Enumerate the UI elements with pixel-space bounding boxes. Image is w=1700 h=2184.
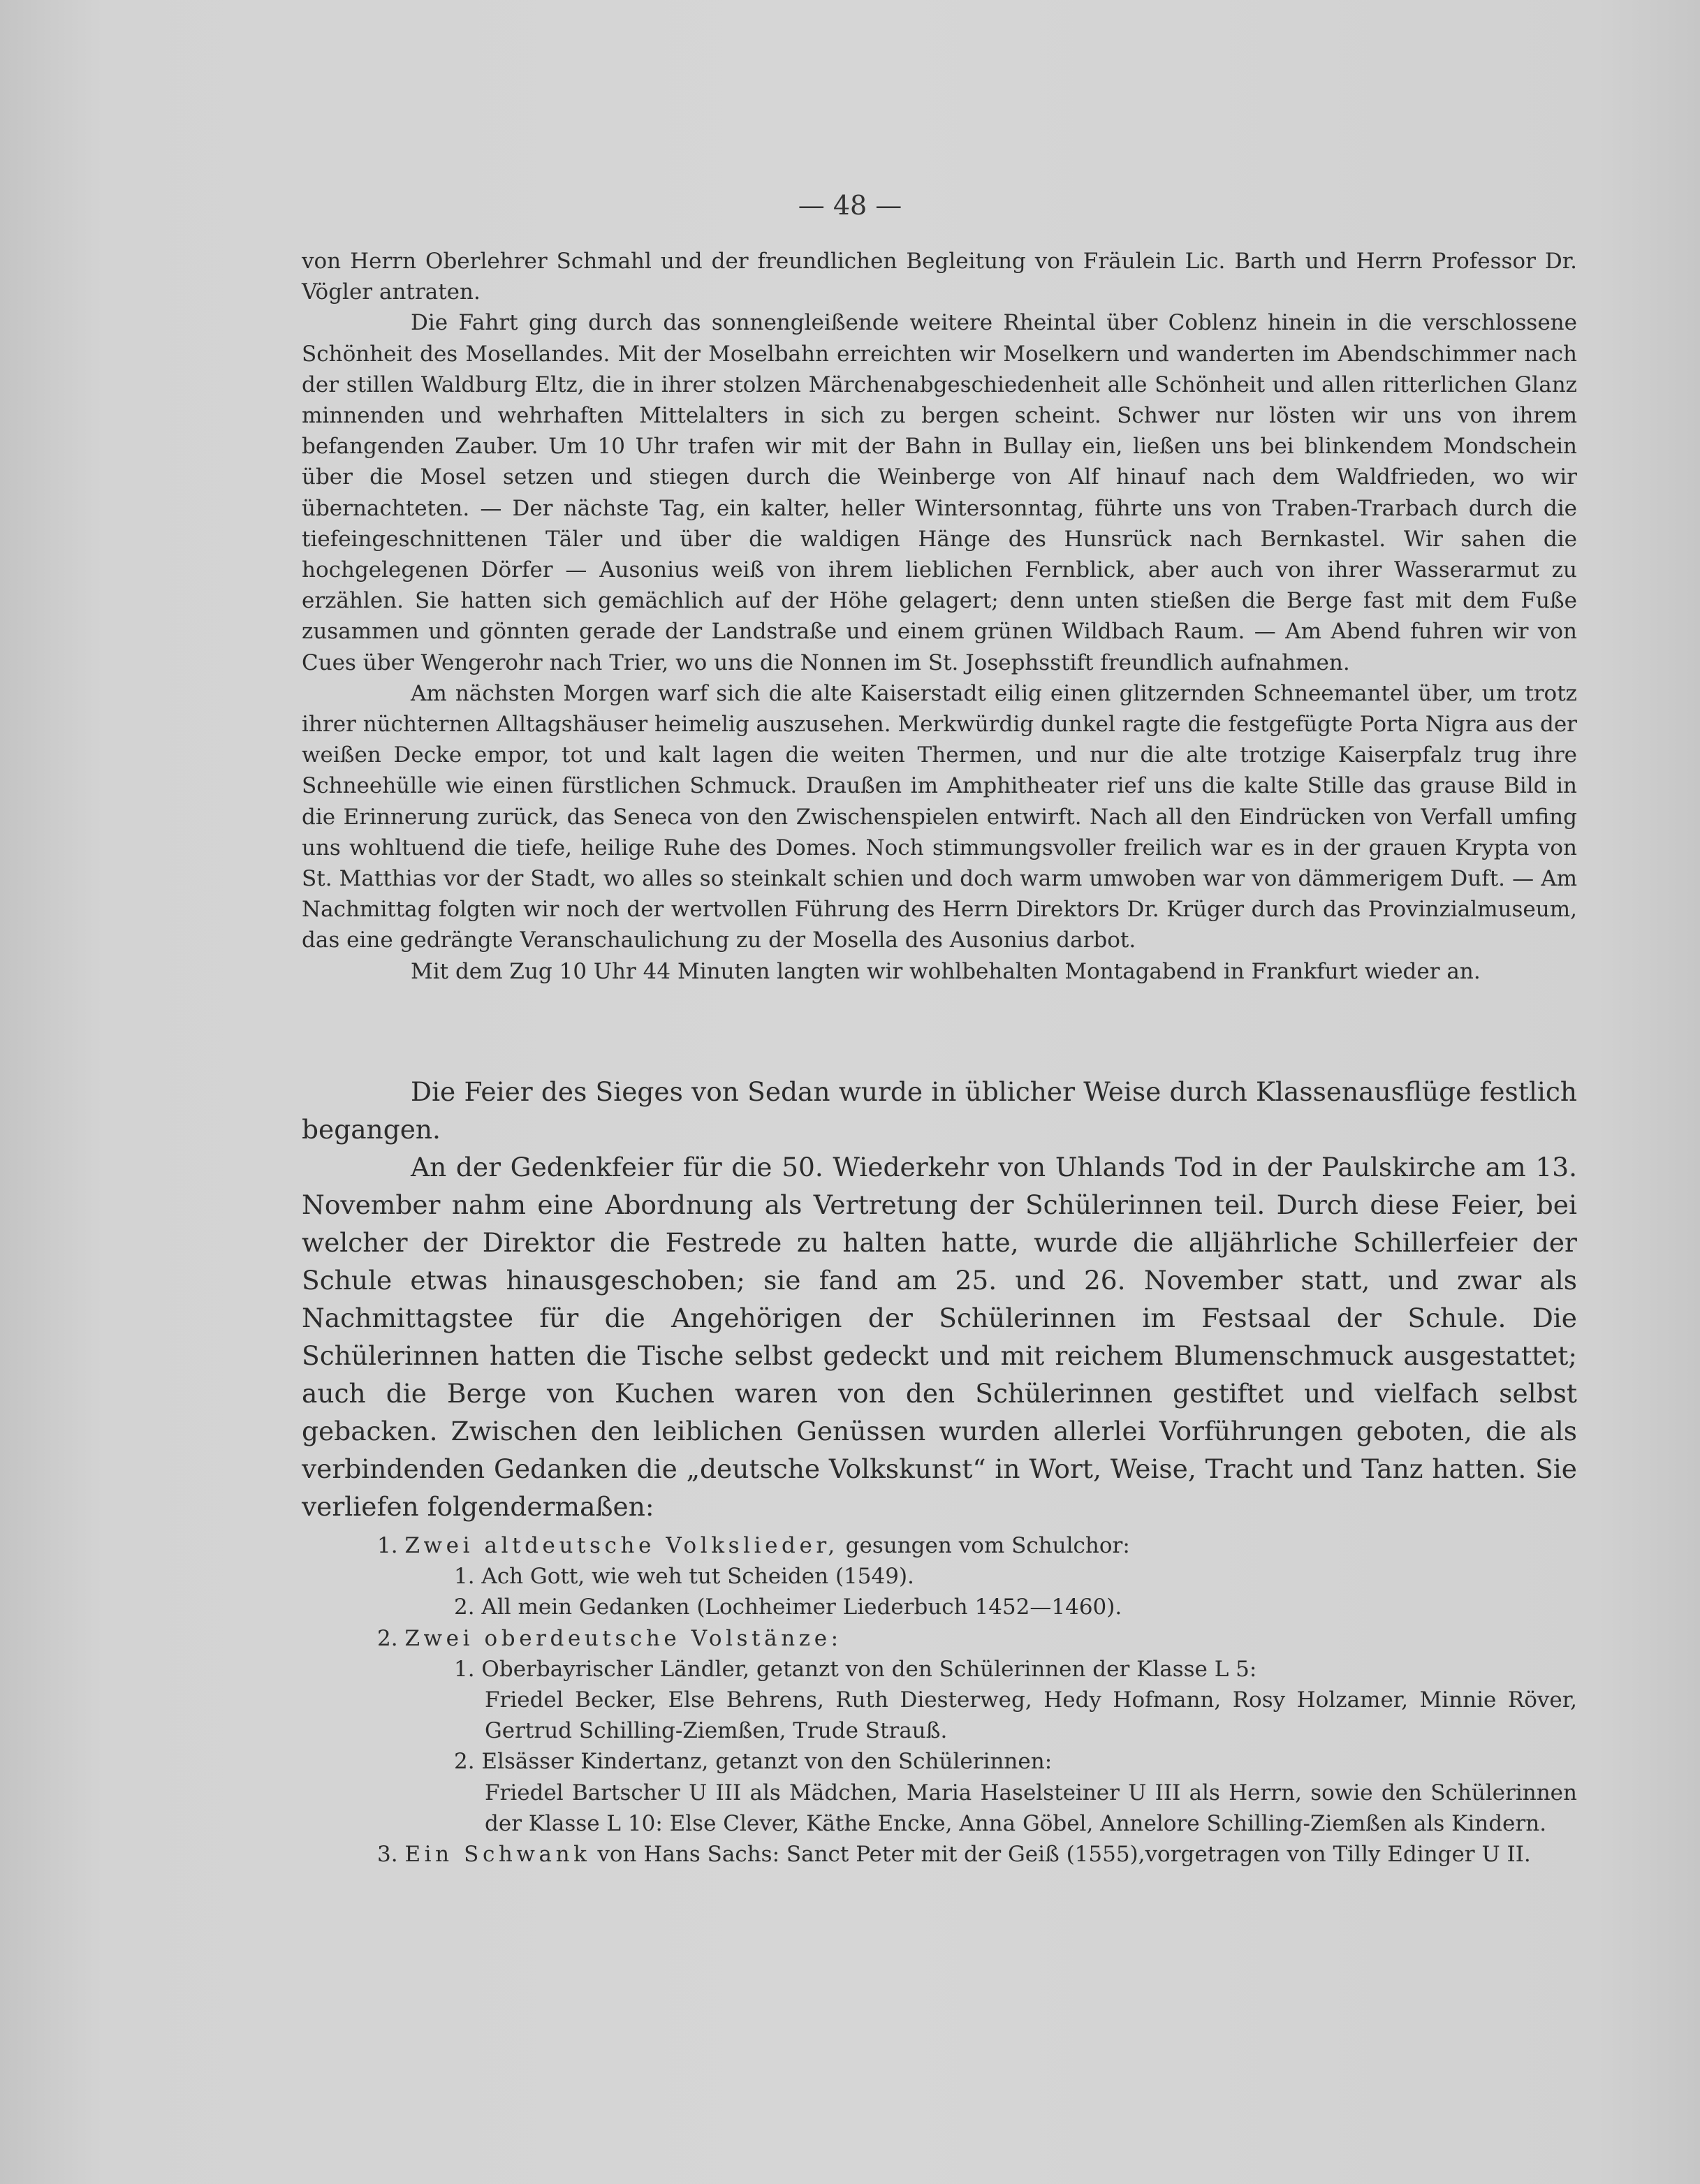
paragraph-continuation: von Herrn Oberlehrer Schmahl und der freundlichen Begleitung von Fräulein Lic. Barth und Herrn Professor Dr. Vögler antraten. — [302, 249, 1577, 305]
paragraph-sedan: Die Feier des Sieges von Sedan wurde in üblicher Weise durch Klassenausflüge festlich begangen. — [302, 1076, 1577, 1145]
program-item-title: Ein Schwank — [404, 1842, 591, 1868]
program-participants: Friedel Becker, Else Behrens, Ruth Diesterweg, Hedy Hofmann, Rosy Holzamer, Minnie Röver, Gertrud Schilling-Ziemßen, Trude Strauß. — [485, 1687, 1577, 1744]
page-number: — 48 — — [798, 190, 902, 221]
paragraph-mosel-trip: Die Fahrt ging durch das sonnengleißende weitere Rheintal über Coblenz hinein in die verschlossene Schönheit des Mosellandes. Mit der Moselbahn erreichten wir Moselkern und wanderten im Abendschimmer nach der stillen Waldburg Eltz, die in ihrer stolzen Märchenabgeschiedenheit alle Schönheit und allen ritterlichen Glanz minnenden und wehrhaften Mittelalters in sich zu bergen scheint. Schwer nur lösten wir uns von ihrem befangenden Zauber. Um 10 Uhr trafen wir mit der Bahn in Bullay ein, ließen uns bei blinkendem Mondschein über die Mosel setzen und stiegen durch die Weinberge von Alf hinauf nach dem Waldfrieden, wo wir übernachteten. — Der nächste Tag, ein kalter, heller Wintersonntag, führte uns von Traben-Trarbach durch die tiefeingeschnittenen Täler und über die waldigen Hänge des Hunsrück nach Bernkastel. Wir sahen die hochgelegenen Dörfer — Ausonius weiß von ihrem lieblichen Fernblick, aber auch von ihrer Wasserarmut zu erzählen. Sie hatten sich gemächlich auf der Höhe gelagert; denn unten stießen die Berge fast mit dem Fuße zusammen und gönnten gerade der Landstraße und einem grünen Wildbach Raum. — Am Abend fuhren wir von Cues über Wengerohr nach Trier, wo uns die Nonnen im St. Josephsstift freundlich aufnahmen. — [302, 310, 1577, 675]
paragraph-schillerfeier: An der Gedenkfeier für die 50. Wiederkehr von Uhlands Tod in der Paulskirche am 13. November nahm eine Abordnung als Vertretung der Schülerinnen teil. Durch diese Feier, bei welcher der Direktor die Festrede zu halten hatte, wurde die alljährliche Schillerfeier der Schule etwas hinausgeschoben; sie fand am 25. und 26. November statt, und zwar als Nachmittagstee für die Angehörigen der Schülerinnen im Festsaal der Schule. Die Schülerinnen hatten die Tische selbst gedeckt und mit reichem Blumenschmuck ausgestattet; auch die Berge von Kuchen waren von den Schülerinnen gestiftet und vielfach selbst gebacken. Zwischen den leiblichen Genüssen wurden allerlei Vorführungen geboten, die als verbindenden Gedanken die „deutsche Volkskunst“ in Wort, Weise, Tracht und Tanz hatten. Sie verliefen folgendermaßen: — [302, 1152, 1577, 1522]
report-section-small — [302, 246, 1577, 987]
program-item-2: 2. Zwei oberdeutsche Volstänze: — [377, 1625, 842, 1651]
program-subitem: 1. Oberbayrischer Ländler, getanzt von den Schülerinnen der Klasse L 5: — [454, 1656, 1257, 1682]
program-item-1: 1. Zwei altdeutsche Volkslieder, gesungen vom Schulchor: — [377, 1533, 1130, 1558]
program-item-title: Zwei oberdeutsche Volstänze: — [404, 1625, 842, 1651]
program-participants: Friedel Bartscher U III als Mädchen, Maria Haselsteiner U III als Herrn, sowie den Schülerinnen der Klasse L 10: Else Clever, Käthe Encke, Anna Göbel, Annelore Schilling-Ziemßen als Kindern. — [485, 1780, 1577, 1836]
program-subitem: 2. Elsässer Kindertanz, getanzt von den Schülerinnen: — [454, 1749, 1053, 1775]
program-list — [302, 1530, 1577, 1870]
program-item-title: Zwei altdeutsche Volkslieder, — [404, 1533, 839, 1558]
program-subitem: 2. All mein Gedanken (Lochheimer Liederbuch 1452—1460). — [454, 1595, 1122, 1620]
program-subitem: 1. Ach Gott, wie weh tut Scheiden (1549). — [454, 1564, 914, 1590]
program-item-3: 3. Ein Schwank von Hans Sachs: Sanct Peter mit der Geiß (1555),vorgetragen von Tilly Edinger U II. — [377, 1842, 1531, 1868]
report-section-large — [302, 1073, 1577, 1525]
paragraph-trier: Am nächsten Morgen warf sich die alte Kaiserstadt eilig einen glitzernden Schneemantel über, um trotz ihrer nüchternen Alltagshäuser heimelig auszusehen. Merkwürdig dunkel ragte die festgefügte Porta Nigra aus der weißen Decke empor, tot und kalt lagen die weiten Thermen, und nur die alte trotzige Kaiserpfalz trug ihre Schneehülle wie einen fürstlichen Schmuck. Draußen im Amphitheater rief uns die kalte Stille das grause Bild in die Erinnerung zurück, das Seneca von den Zwischenspielen entwirft. Nach all den Eindrücken von Verfall umfing uns wohltuend die tiefe, heilige Ruhe des Domes. Noch stimmungsvoller freilich war es in der grauen Krypta von St. Matthias vor der Stadt, wo alles so steinkalt schien und doch warm umwoben war von dämmerigem Duft. — Am Nachmittag folgten wir noch der wertvollen Führung des Herrn Direktors Dr. Krüger durch das Provinzialmuseum, das eine gedrängte Veranschaulichung zu der Mosella des Ausonius darbot. — [302, 680, 1577, 953]
paragraph-return: Mit dem Zug 10 Uhr 44 Minuten langten wir wohlbehalten Montagabend in Frankfurt wieder an. — [411, 958, 1481, 984]
